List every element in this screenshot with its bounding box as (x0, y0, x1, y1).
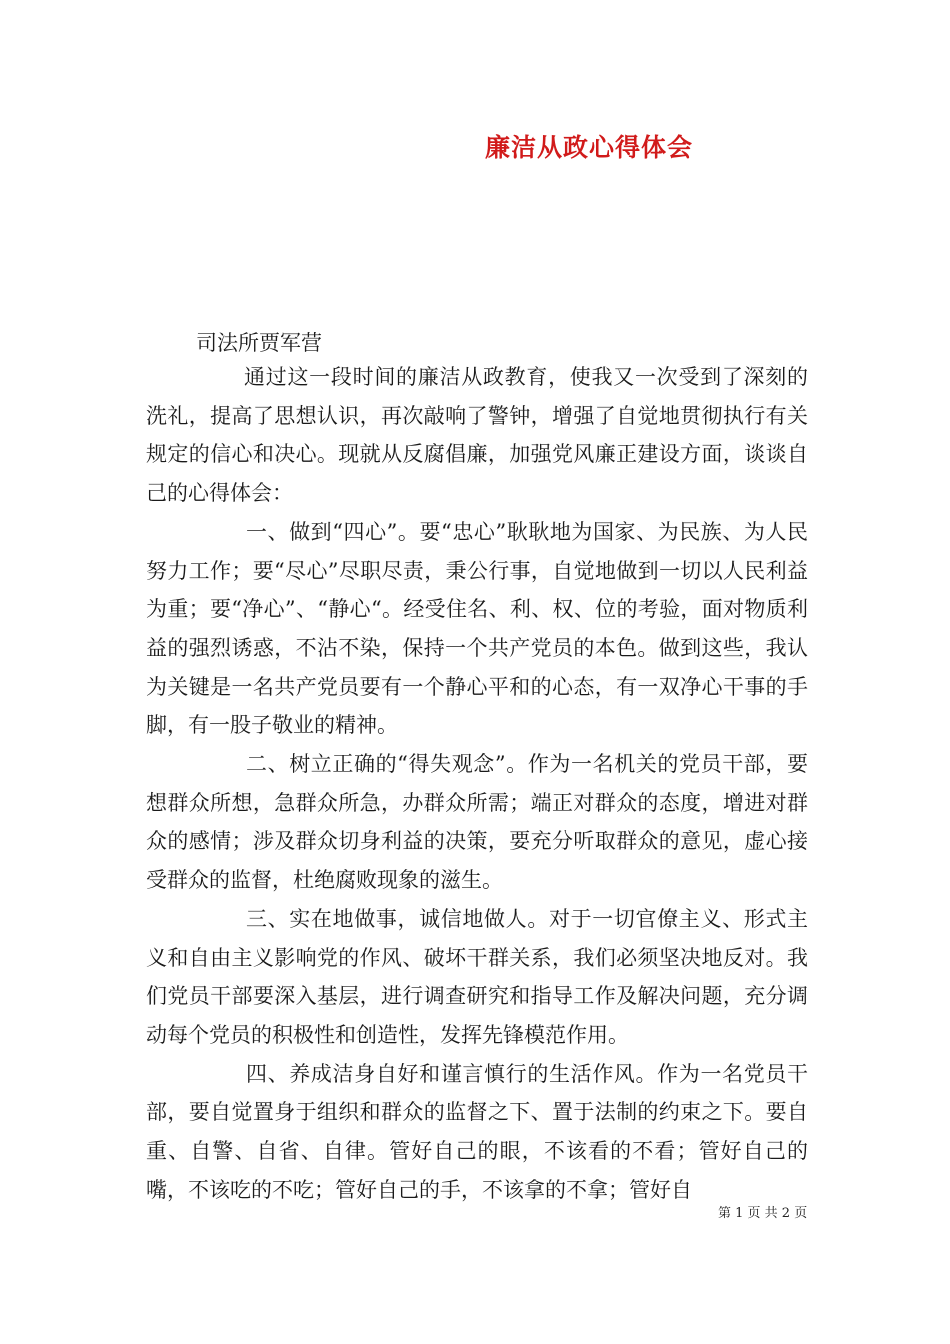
paragraph-point-2: 二、树立正确的“得失观念”。作为一名机关的党员干部，要想群众所想，急群众所急，办群众所需；端正对群众的态度，增进对群众的感情；涉及群众切身利益的决策，要充分听取群众的意见，虚心接受群众的监督，杜绝腐败现象的滋生。 (146, 752, 808, 893)
paragraph-point-1: 一、做到“四心”。要“忠心”耿耿地为国家、为民族、为人民努力工作；要“尽心”尽职尽责，秉公行事，自觉地做到一切以人民利益为重；要“净心”、“静心“。经受住名、利、权、位的考验，面对物质利益的强烈诱惑，不沾不染，保持一个共产党员的本色。做到这些，我认为关键是一名共产党员要有一个静心平和的心态，有一双净心干事的手脚，有一股子敬业的精神。 (146, 519, 808, 738)
document-body (146, 358, 808, 1209)
paragraph-intro: 通过这一段时间的廉洁从政教育，使我又一次受到了深刻的洗礼，提高了思想认识，再次敲响了警钟，增强了自觉地贯彻执行有关规定的信心和决心。现就从反腐倡廉，加强党风廉正建设方面，谈谈自己的心得体会： (146, 365, 808, 506)
document-title: 廉洁从政心得体会 (484, 133, 693, 162)
page-number-footer: 第 1 页 共 2 页 (718, 1206, 808, 1221)
author-line: 司法所贾军营 (196, 331, 322, 355)
paragraph-point-4: 四、养成洁身自好和谨言慎行的生活作风。作为一名党员干部，要自觉置身于组织和群众的监督之下、置于法制的约束之下。要自重、自警、自省、自律。管好自己的眼，不该看的不看；管好自己的嘴，不该吃的不吃；管好自己的手，不该拿的不拿；管好自 (146, 1061, 808, 1202)
paragraph-point-3: 三、实在地做事，诚信地做人。对于一切官僚主义、形式主义和自由主义影响党的作风、破坏干群关系，我们必须坚决地反对。我们党员干部要深入基层，进行调查研究和指导工作及解决问题，充分调动每个党员的积极性和创造性，发挥先锋模范作用。 (146, 906, 808, 1047)
